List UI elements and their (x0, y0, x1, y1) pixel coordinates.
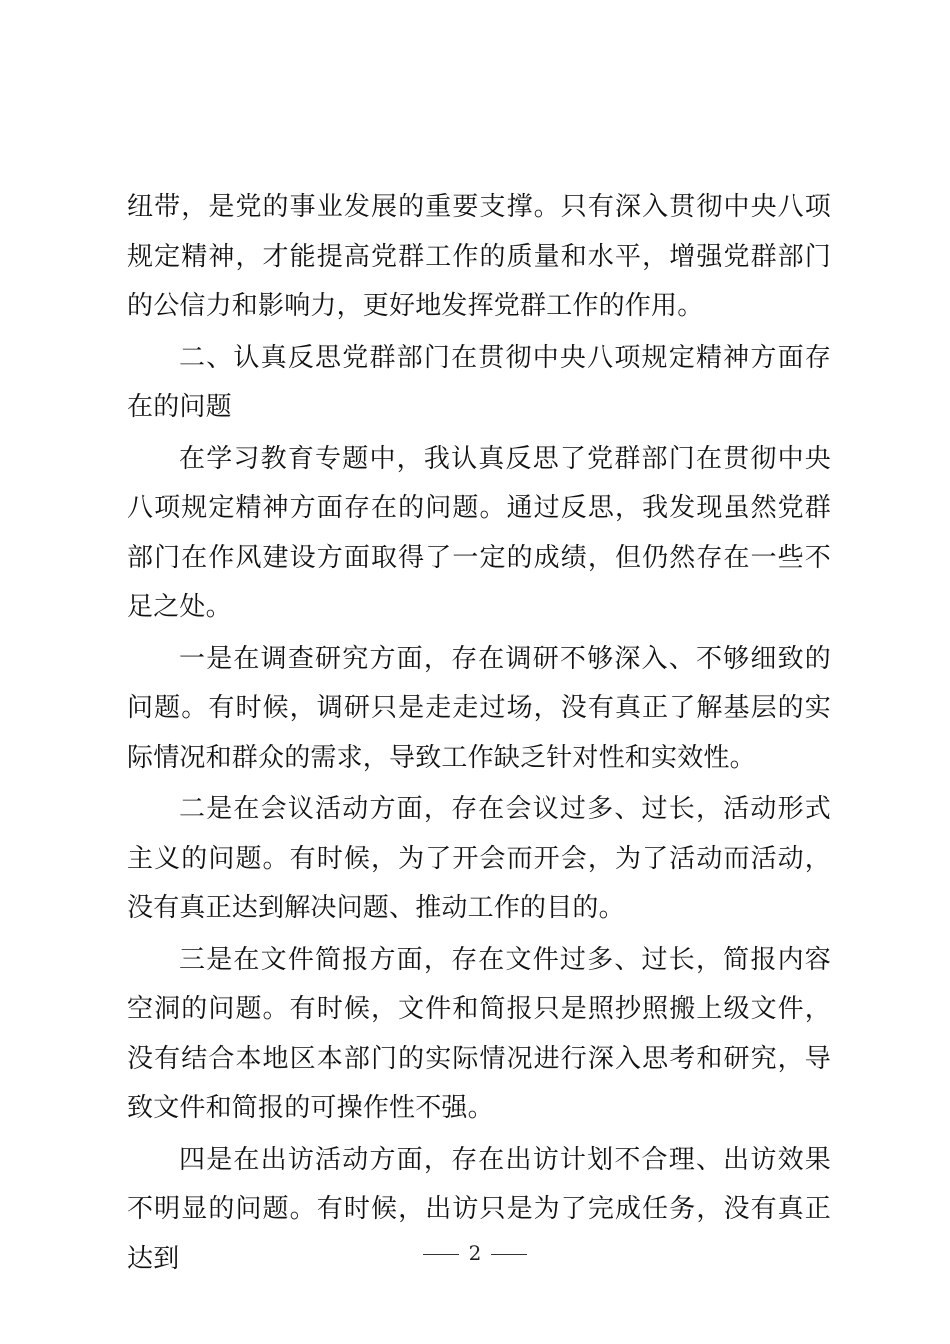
page-number: 2 (468, 1241, 482, 1265)
footer-dash-right (491, 1254, 527, 1255)
document-body (127, 183, 831, 1286)
paragraph-point-1: 一是在调查研究方面，存在调研不够深入、不够细致的问题。有时候，调研只是走走过场，没有真正了解基层的实际情况和群众的需求，导致工作缺乏针对性和实效性。 (127, 643, 831, 773)
paragraph-point-2: 二是在会议活动方面，存在会议过多、过长，活动形式主义的问题。有时候，为了开会而开会，为了活动而活动，没有真正达到解决问题、推动工作的目的。 (127, 794, 831, 923)
paragraph-intro: 在学习教育专题中，我认真反思了党群部门在贯彻中央八项规定精神方面存在的问题。通过反思，我发现虽然党群部门在作风建设方面取得了一定的成绩，但仍然存在一些不足之处。 (127, 443, 831, 622)
page-footer (0, 1238, 950, 1268)
paragraph-point-4: 四是在出访活动方面，存在出访计划不合理、出访效果不明显的问题。有时候，出访只是为了完成任务，没有真正达到 (127, 1144, 831, 1274)
footer-dash-left (423, 1254, 459, 1255)
paragraph-point-3: 三是在文件简报方面，存在文件过多、过长，简报内容空洞的问题。有时候，文件和简报只是照抄照搬上级文件，没有结合本地区本部门的实际情况进行深入思考和研究，导致文件和简报的可操作性不强。 (127, 944, 831, 1123)
paragraph-continuation: 纽带，是党的事业发展的重要支撑。只有深入贯彻中央八项规定精神，才能提高党群工作的质量和水平，增强党群部门的公信力和影响力，更好地发挥党群工作的作用。 (127, 192, 831, 321)
section-heading: 二、认真反思党群部门在贯彻中央八项规定精神方面存在的问题 (127, 342, 831, 422)
